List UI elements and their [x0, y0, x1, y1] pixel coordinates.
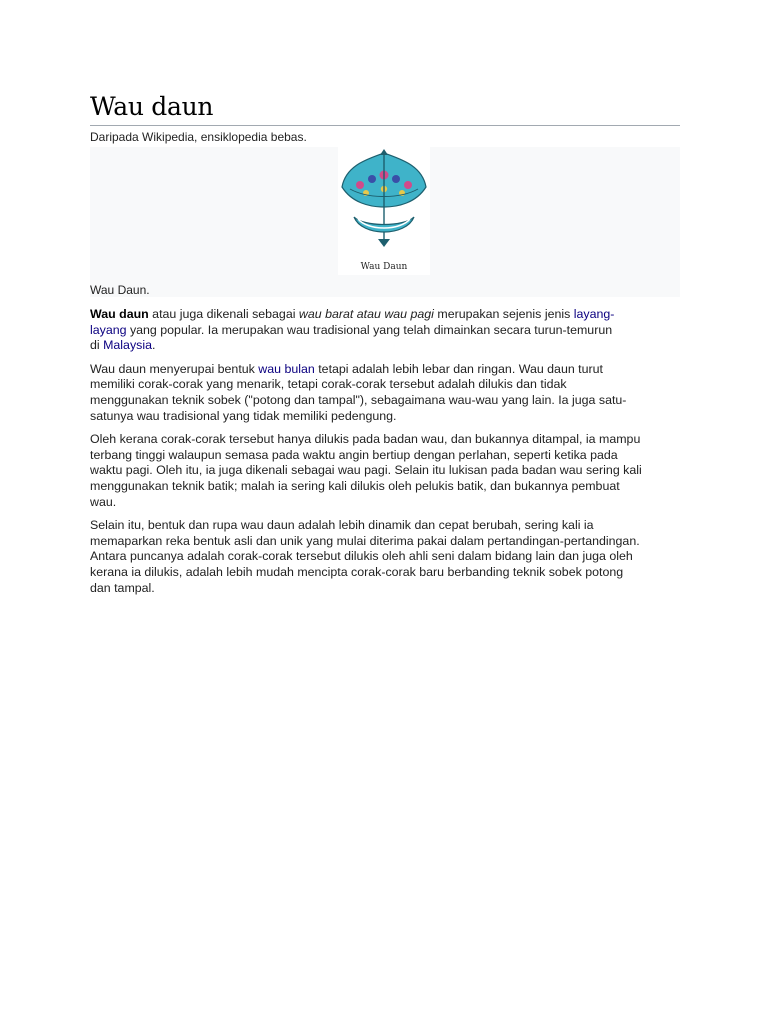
text-line: Oleh kerana corak-corak tersebut hanya dilukis pada badan wau, dan bukannya ditampal, ia mampu	[90, 432, 641, 447]
article	[90, 92, 680, 596]
text-run: tetapi adalah lebih lebar dan ringan. Wau daun turut	[314, 361, 603, 376]
text-line: wau.	[90, 494, 117, 509]
link-text[interactable]: layang	[90, 322, 127, 337]
text-line: Selain itu, bentuk dan rupa wau daun adalah lebih dinamik dan cepat berubah, sering kali ia	[90, 518, 594, 533]
text-run: menggunakan teknik sobek ("potong dan tampal"), sebagaimana wau-wau yang lain. Ia juga satu-	[90, 392, 627, 407]
link-malaysia[interactable]: Malaysia	[103, 338, 152, 353]
text-line: Antara puncanya adalah corak-corak tersebut dilukis oleh ahli seni dalam bidang lain dan juga oleh	[90, 549, 633, 564]
figure-caption: Wau Daun.	[90, 283, 150, 297]
title-divider	[90, 125, 680, 126]
article-subject-bold: Wau daun	[90, 307, 149, 321]
site-tagline: Daripada Wikipedia, ensiklopedia bebas.	[90, 130, 307, 144]
text-line: dan tampal.	[90, 580, 155, 595]
paragraph-design	[90, 518, 680, 596]
text-run: .	[152, 338, 156, 353]
paragraph-flight	[90, 432, 680, 510]
text-run: atau juga dikenali sebagai	[148, 307, 299, 321]
text-run: di	[90, 338, 104, 353]
text-run: merupakan sejenis jenis	[433, 307, 574, 321]
text-line: memaparkan reka bentuk asli dan unik yang mulai diterima pakai dalam pertandingan-pertandingan.	[90, 533, 640, 548]
text-line: terbang tinggi walaupun semasa pada waktu angin bertiup dengan perlahan, seperti ketika pada	[90, 447, 618, 462]
link-wau-bulan[interactable]: wau bulan	[258, 361, 315, 376]
text-line: menggunakan teknik batik; malah ia sering kali dilukis oleh pelukis batik, dan bukannya pembuat	[90, 478, 620, 493]
figure-box	[90, 147, 680, 297]
text-run: memiliki corak-corak yang menarik, tetapi corak-corak tersebut adalah dilukis dan tidak	[90, 377, 567, 392]
thumbnail-label: Wau Daun	[360, 262, 408, 272]
text-line: kerana ia dilukis, adalah lebih mudah mencipta corak-corak baru berbanding teknik sobek potong	[90, 564, 624, 579]
wau-daun-thumbnail[interactable]	[338, 147, 430, 275]
text-line: waktu pagi. Oleh itu, ia juga dikenali sebagai wau pagi. Selain itu lukisan pada badan wau sering kali	[90, 463, 642, 478]
text-run: satunya wau tradisional yang tidak memiliki pedengung.	[90, 408, 397, 423]
text-run: yang popular. Ia merupakan wau tradisional yang telah dimainkan secara turun-temurun	[126, 322, 613, 337]
alternate-names-italic: wau barat atau wau pagi	[298, 307, 434, 321]
text-run: Wau daun menyerupai bentuk	[90, 361, 259, 376]
link-text[interactable]: layang-	[573, 307, 615, 321]
wau-daun-kite-image	[338, 147, 430, 265]
paragraph-description	[90, 362, 680, 424]
page-title: Wau daun	[90, 92, 214, 121]
paragraph-intro	[90, 307, 680, 354]
